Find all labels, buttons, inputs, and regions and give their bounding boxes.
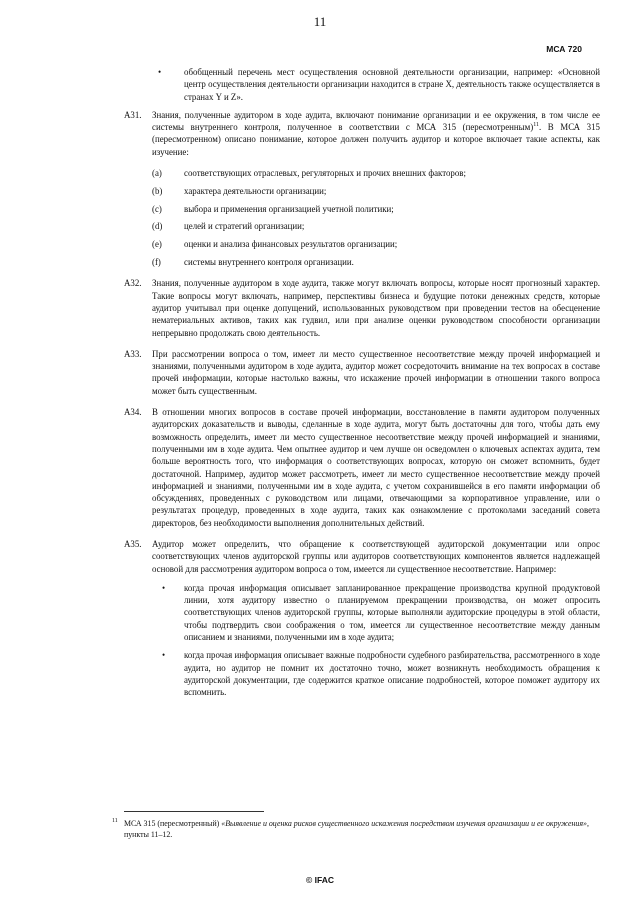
paragraph-text: В отношении многих вопросов в составе прочей информации, восстановление в памяти аудитором полученных аудиторских доказательств и выводы, сделанные в ходе аудита, могут быть достаточны для того, чтобы дать ему возможность определить, имеет ли место существенное несоответствие между прочей информацией и знаниями, полученными им в ходе аудита. Чем опытнее аудитор и чем лучше он осведомлен о ключевых аспектах аудита, тем больше вероятность того, что информация о соответствующих вопросах, которую он сможет вспомнить, будет достаточной. Например, аудитор может рассмотреть, имеет ли место существенное несоответствие между прочей информацией и знаниями, полученными им в ходе аудита, с учетом сохранившейся в его памяти информации об обсуждениях, проведенных с руководством или лицами, отвечающими за корпоративное управление, или о результатах процедур, проведенных в ходе аудита, таких как ознакомление с протоколами заседаний совета директоров, без необходимости выполнения дополнительных действий. [152,407,600,528]
paragraph-number: A33. [124,348,142,359]
list-item [124,185,600,197]
paragraph-number: A34. [124,407,142,418]
page-content [124,66,600,705]
footnote-title: «Выявление и оценка рисков существенного искажения посредством изучения организации и ее окружения» [221,819,587,828]
paragraph-a34 [124,406,600,529]
list-item-text: выбора и применения организацией учетной политики; [184,203,394,214]
intro-bullet-text: обобщенный перечень мест осуществления основной деятельности организации, например: «Основной центр осуществления деятельности организации находится в стране X, деятельность также осуществляется в странах Y и Z». [184,67,600,102]
footnote [112,818,600,840]
list-item-label: (a) [152,168,162,179]
paragraph-a33 [124,348,600,397]
paragraph-text: При рассмотрении вопроса о том, имеет ли место существенное несоответствие между прочей информацией и знаниями, полученными аудитором в ходе аудита, аудитор может сосредоточить внимание на тех вопросах в составе прочей информации, которые настолько важны, что искажение прочей информации в отношении такого вопроса может быть существенным. [152,348,600,396]
list-item-label: (d) [152,221,163,232]
list-item-text: характера деятельности организации; [184,185,327,196]
footnote-divider [124,811,264,812]
document-code: МСА 720 [546,44,582,54]
bullet-icon: • [158,67,162,77]
list-item-label: (e) [152,239,162,250]
list-item-label: (c) [152,203,162,214]
list-item [124,167,600,179]
list-item-text: целей и стратегий организации; [184,221,305,232]
footnote-reference[interactable]: 11 [533,122,539,129]
paragraph-a35 [124,538,600,575]
paragraph-text: Аудитор может определить, что обращение к соответствующей аудиторской документации или опрос соответствующих членов аудиторской группы или аудиторов соответствующих компонентов является надлежащей основой для рассмотрения аудитором вопроса о том, имеется ли существенное несоответствие. Например: [152,539,600,574]
list-item [124,649,600,698]
bullet-icon: • [162,582,166,593]
list-item-text: соответствующих отраслевых, регуляторных и прочих внешних факторов; [184,168,466,179]
footnote-number: 11 [112,818,118,824]
list-item [124,203,600,215]
list-item-text: оценки и анализа финансовых результатов организации; [184,239,398,250]
list-item-text: когда прочая информация описывает запланированное прекращение производства крупной продуктовой линии, хотя аудитору известно о планируемом прекращении производства, он может опросить соответствующих членов аудиторской группы, которые выполняли аудиторские процедуры в этой области, чтобы подтвердить свои соображения о том, имеется ли существенное несоответствие между данным описанием и знаниями, полученными им в ходе аудита; [184,582,600,643]
list-item [124,582,600,643]
list-item-label: (f) [152,257,161,268]
paragraph-number: A35. [124,539,142,549]
list-item-text: когда прочая информация описывает важные подробности судебного разбирательства, рассмотренного в ходе аудита, но аудитор не помнит их достаточно точно, может возникнуть необходимость обращения к аудиторской документации, где содержится краткое описание подробностей, которое поможет аудитору их вспомнить. [184,650,600,698]
list-item [124,238,600,250]
list-item-label: (b) [152,185,163,196]
copyright: © IFAC [306,875,334,885]
paragraph-text: Знания, полученные аудитором в ходе аудита, также могут включать вопросы, которые носят прогнозный характер. Такие вопросы могут включать, например, перспективы бизнеса и будущие потоки денежных средств, которые аудитор учитывал при оценке допущений, использованных руководством при проведении тестов на обесценение нематериальных активов, таких как гудвил, или при анализе оценки руководством способности организации непрерывно продолжать свою деятельность. [152,278,600,338]
paragraph-text: Знания, полученные аудитором в ходе аудита, включают понимание организации и ее окружения, в том числе ее системы внутреннего контроля, полученное в соответствии с МСА 315 (пересмотренным) [152,109,600,133]
paragraph-number: A31. [124,109,142,120]
list-item [124,220,600,232]
list-item [124,256,600,268]
paragraph-number: A32. [124,278,142,289]
page-number: 11 [313,14,327,29]
paragraph-text-continued: . В МСА 315 (пересмотренном) описано понимание, которое должен получить аудитор и которое включает такие аспекты, как изучение: [152,122,600,157]
footnote-text: МСА 315 (пересмотренный) [124,819,222,828]
list-item-text: системы внутреннего контроля организации. [184,257,354,268]
paragraph-a31 [124,109,600,158]
bullet-icon: • [162,650,166,661]
paragraph-a32 [124,277,600,338]
intro-bullet [124,66,600,103]
footnote-tail: , пункты 11–12. [124,819,589,839]
